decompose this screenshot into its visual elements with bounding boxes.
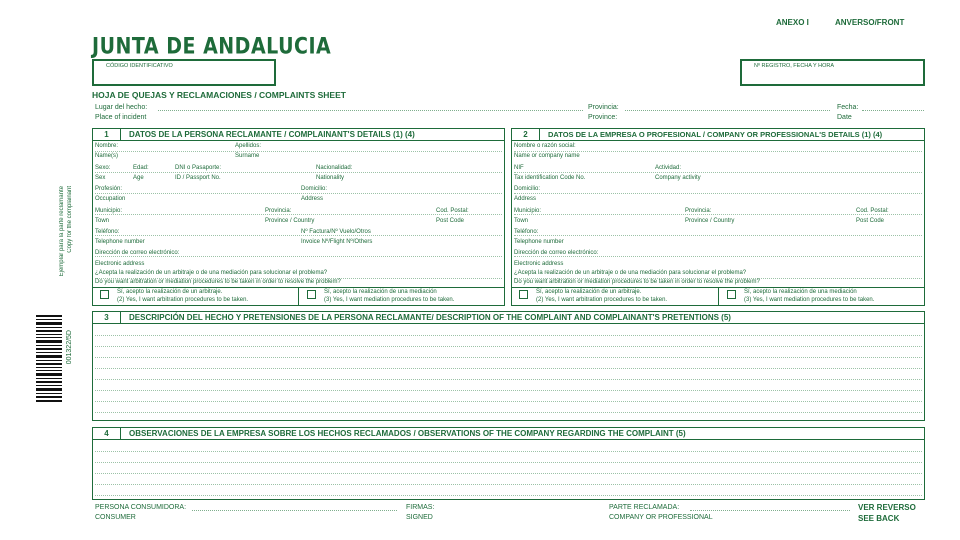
place-label-en: Place of incident: [95, 114, 147, 121]
email-label-es: Dirección de correo electrónico:: [95, 250, 180, 256]
company-postcode-label: Post Code: [856, 218, 885, 224]
address-label: Address: [301, 196, 324, 202]
company-arbitration-option-en: (2) Yes, I want arbitration procedures to be taken.: [536, 297, 668, 303]
section-1-header: [93, 129, 504, 141]
consumer-signature-line[interactable]: [192, 510, 397, 511]
company-arbitration-checkbox[interactable]: [519, 290, 528, 299]
section-2-company: [511, 128, 925, 306]
profesion-label: Profesión:: [95, 186, 123, 192]
annex-label: ANEXO I: [776, 18, 809, 27]
section-2-number: 2: [512, 129, 540, 140]
company-arbitration-question-es: ¿Acepta la realización de un arbitraje o de una mediación para solucionar el problema?: [514, 270, 747, 276]
company-address-label: Address: [514, 196, 537, 202]
arbitration-option-es: Sí, acepto la realización de un arbitraje.: [117, 289, 223, 295]
company-mediation-option-es: Sí, acepto la realización de una mediación: [744, 289, 857, 295]
activity-label: Company activity: [655, 175, 701, 181]
company-email-label-en: Electronic address: [514, 261, 564, 267]
place-input-line[interactable]: [158, 110, 583, 111]
occupation-label: Occupation: [95, 196, 126, 202]
domicilio-label: Domicilio:: [301, 186, 328, 192]
barcode-svg: [36, 315, 62, 403]
company-cp-label: Cod. Postal:: [856, 208, 889, 214]
razon-social-label: Nombre o razón social:: [514, 143, 576, 149]
copy-label-es: Ejemplar para la parte reclamante: [59, 186, 65, 277]
registry-box[interactable]: [740, 59, 925, 86]
sheet-title: HOJA DE QUEJAS Y RECLAMACIONES / COMPLAINTS SHEET: [92, 90, 346, 100]
factura-label: Nº Factura/Nº Vuelo/Otros: [301, 229, 371, 235]
date-label-es: Fecha:: [837, 104, 859, 111]
nacionalidad-label: Nacionalidad:: [316, 165, 353, 171]
mediation-checkbox[interactable]: [307, 290, 316, 299]
party-label-es: PARTE RECLAMADA:: [609, 504, 680, 511]
company-arbitration-option-es: Sí, acepto la realización de un arbitraje.: [536, 289, 642, 295]
province-input-line[interactable]: [625, 110, 830, 111]
mediation-option-es: Sí, acepto la realización de una mediación: [324, 289, 437, 295]
junta-logo: JUNTA DE ANDALUCIA: [92, 34, 332, 60]
email-label-en: Electronic address: [95, 261, 145, 267]
section-3-title: DESCRIPCIÓN DEL HECHO Y PRETENSIONES DE LA PERSONA RECLAMANTE/ DESCRIPTION OF THE COMPLAINT AND COMPLAINANT'S PRETENTIONS (5): [129, 313, 731, 322]
section-1-complainant: [92, 128, 505, 306]
company-municipio-label: Municipio:: [514, 208, 542, 214]
front-side-label: ANVERSO/FRONT: [835, 18, 905, 27]
see-reverse-en: SEE BACK: [858, 514, 900, 523]
arbitration-question-es: ¿Acepta la realización de un arbitraje o de una mediación para solucionar el problema?: [95, 270, 328, 276]
company-telephone-label: Telephone number: [514, 239, 564, 245]
nombre-label: Nombre:: [95, 143, 119, 149]
surname-label: Surname: [235, 153, 260, 159]
signed-label-es: FIRMAS:: [406, 504, 435, 511]
date-label-en: Date: [837, 114, 852, 121]
section-2-header: [512, 129, 924, 141]
company-telefono-label: Teléfono:: [514, 229, 539, 235]
arbitration-question-en: Do you want arbitration or mediation procedures to be taken in order to resolve the problem?: [95, 279, 341, 285]
section-3-description: [92, 311, 925, 421]
postcode-label: Post Code: [436, 218, 465, 224]
date-input-line[interactable]: [862, 110, 924, 111]
id-code-label: CÓDIGO IDENTIFICATIVO: [106, 63, 173, 69]
consumer-label-en: CONSUMER: [95, 514, 136, 521]
province-label-es: Provincia:: [588, 104, 619, 111]
sex-label: Sex: [95, 175, 106, 181]
name-label: Name(s): [95, 153, 119, 159]
municipio-label: Municipio:: [95, 208, 123, 214]
section-3-header: [93, 312, 924, 324]
actividad-label: Actividad:: [655, 165, 682, 171]
section-4-header: [93, 428, 924, 440]
arbitration-checkbox[interactable]: [100, 290, 109, 299]
invoice-label: Invoice Nº/Flight Nº/Others: [301, 239, 373, 245]
sexo-label: Sexo:: [95, 165, 111, 171]
apellidos-label: Apellidos:: [235, 143, 262, 149]
description-writing-area[interactable]: [93, 325, 924, 420]
province-label-en: Province:: [588, 114, 618, 121]
company-domicilio-label: Domicilio:: [514, 186, 541, 192]
form-code-label: 001322/5D: [66, 330, 73, 365]
consumer-label-es: PERSONA CONSUMIDORA:: [95, 504, 187, 511]
section-3-number: 3: [93, 312, 121, 323]
registry-label: Nº REGISTRO, FECHA Y HORA: [754, 63, 835, 69]
tax-code-label: Tax identification Code No.: [514, 175, 586, 181]
section-2-title: DATOS DE LA EMPRESA O PROFESIONAL / COMPANY OR PROFESSIONAL'S DETAILS (1) (4): [548, 130, 883, 139]
section-4-observations: [92, 427, 925, 500]
section-1-options: [93, 287, 504, 305]
barcode-image: [36, 315, 62, 403]
arbitration-option-en: (2) Yes, I want arbitration procedures to be taken.: [117, 297, 249, 303]
age-label: Age: [133, 175, 144, 181]
section-1-number: 1: [93, 129, 121, 140]
observations-writing-area[interactable]: [93, 441, 924, 499]
passport-label: ID / Passport No.: [175, 175, 221, 181]
party-label-en: COMPANY OR PROFESSIONAL: [609, 514, 713, 521]
see-reverse-es: VER REVERSO: [858, 503, 916, 512]
company-mediation-checkbox[interactable]: [727, 290, 736, 299]
company-town-label: Town: [514, 218, 529, 224]
telefono-label: Teléfono:: [95, 229, 120, 235]
mediation-option-en: (3) Yes, I want mediation procedures to be taken.: [324, 297, 455, 303]
company-email-label-es: Dirección de correo electrónico:: [514, 250, 599, 256]
nationality-label: Nationality: [316, 175, 345, 181]
signed-label-en: SIGNED: [406, 514, 433, 521]
company-provincia-label: Provincia:: [685, 208, 712, 214]
cp-label: Cod. Postal:: [436, 208, 469, 214]
company-mediation-option-en: (3) Yes, I want mediation procedures to be taken.: [744, 297, 875, 303]
section-4-title: OBSERVACIONES DE LA EMPRESA SOBRE LOS HECHOS RECLAMADOS / OBSERVATIONS OF THE COMPANY REGARDING THE COMPLAINT (5): [129, 429, 686, 438]
dni-label: DNI o Pasaporte:: [175, 165, 222, 171]
telephone-label: Telephone number: [95, 239, 145, 245]
section-2-options: [512, 287, 924, 305]
place-label-es: Lugar del hecho:: [95, 104, 148, 111]
company-province-country-label: Province / Country: [685, 218, 735, 224]
town-label: Town: [95, 218, 110, 224]
section-1-title: DATOS DE LA PERSONA RECLAMANTE / COMPLAINANT'S DETAILS (1) (4): [129, 130, 415, 139]
section-4-number: 4: [93, 428, 121, 439]
edad-label: Edad:: [133, 165, 149, 171]
company-name-label: Name or company name: [514, 153, 580, 159]
company-signature-line[interactable]: [690, 510, 850, 511]
company-arbitration-question-en: Do you want arbitration or mediation procedures to be taken in order to resolve the problem?: [514, 279, 760, 285]
provincia-label: Provincia:: [265, 208, 292, 214]
id-code-box[interactable]: [92, 59, 276, 86]
nif-label: NIF: [514, 165, 524, 171]
province-country-label: Province / Country: [265, 218, 315, 224]
copy-label-en: Copy for the complainant: [67, 186, 73, 253]
